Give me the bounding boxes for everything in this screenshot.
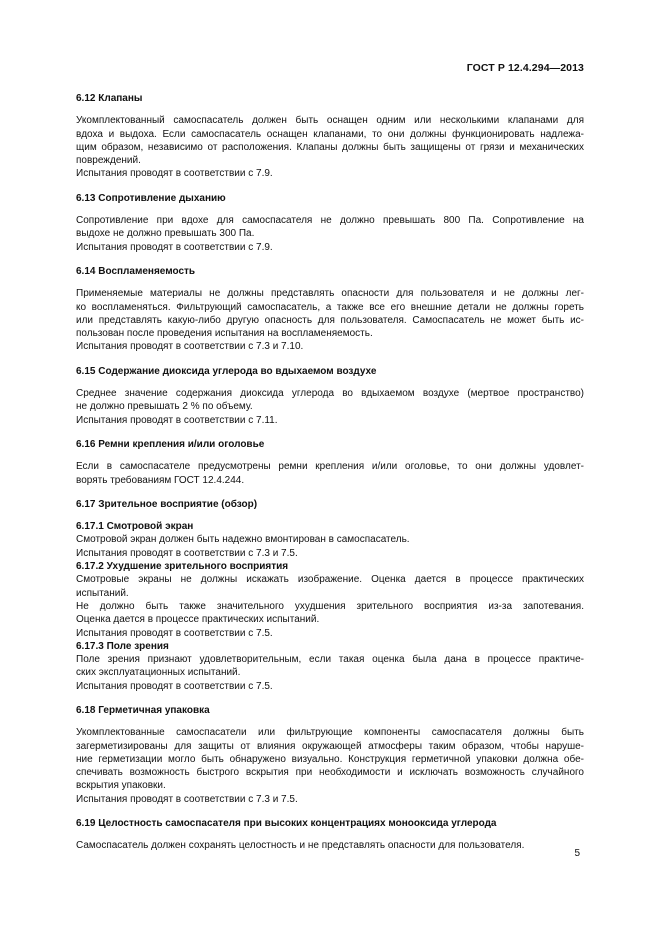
section-heading: 6.13 Сопротивление дыханию (76, 192, 226, 204)
paragraph: 6.17.1 Смотровой экран Смотровой экран должен быть надежно вмонтирован в самоспасатель. Испытания проводят в соответствии с 7.3 и 7.5. 6.17.2 Ухудшение зрительного восприятия Смотровые экраны не должны искажать изображение. Оценка дается в процессе практических испытаний. Не должно быть также значительного ухудшения зрительного восприятия из-за запотевания. Оценка дается в процессе практических испытаний. Испытания проводят в соответствии с 7.5. 6.17.3 Поле зрения Поле зрения признают удовлетворительным, если такая оценка была дана в процессе практиче- ских эксплуатационных испытаний. Испытания проводят в соответствии с 7.5. (76, 521, 584, 692)
test-reference: Испытания проводят в соответствии с 7.11. (76, 414, 278, 426)
subsection-heading: 6.17.3 Поле зрения (76, 640, 169, 652)
section-heading: 6.12 Клапаны (76, 93, 143, 104)
subsection-heading: 6.17.1 Смотровой экран (76, 521, 194, 533)
test-reference: Испытания проводят в соответствии с 7.5. (76, 680, 273, 692)
section-heading: 6.15 Содержание диоксида углерода во вдыхаемом воздухе (76, 365, 377, 377)
paragraph: Если в самоспасателе предусмотрены ремни крепления и/или оголовье, то они должны удовлет- ворять требованиям ГОСТ 12.4.244. (76, 461, 584, 486)
test-reference: Испытания проводят в соответствии с 7.3 и 7.5. (76, 547, 298, 559)
paragraph: Укомплектованные самоспасатели или фильтрующие компоненты самоспасателя должны быть загерметизированы для защиты от влияния окружающей атмосферы таким образом, чтобы наруше- ние герметизации могло быть обнаружено визуально. Конструкция герметичной упаковки должна обе- спечивать возможность быстрого вскрытия при необходимости и исключать возможность случайного вскрытия упаковки. Испытания проводят в соответствии с 7.3 и 7.5. (76, 727, 584, 805)
section-6-14 (76, 265, 584, 354)
section-6-16 (76, 438, 584, 487)
section-6-19 (76, 817, 584, 853)
page-number: 5 (574, 848, 580, 859)
test-reference: Испытания проводят в соответствии с 7.5. (76, 627, 273, 639)
section-6-15 (76, 365, 584, 427)
document-header: ГОСТ Р 12.4.294—2013 (466, 62, 584, 74)
document-body (76, 92, 584, 853)
test-reference: Испытания проводят в соответствии с 7.3 и 7.5. (76, 793, 298, 805)
section-heading: 6.16 Ремни крепления и/или оголовье (76, 438, 265, 450)
paragraph: Среднее значение содержания диоксида углерода во вдыхаемом воздухе (мертвое пространство) не должно превышать 2 % по объему. Испытания проводят в соответствии с 7.11. (76, 388, 584, 426)
section-6-13 (76, 192, 584, 254)
paragraph: Применяемые материалы не должны представлять опасности для пользователя и не должны лег- ко воспламеняться. Фильтрующий самоспасатель, а также все его внешние детали не должны гореть или представлять какую-либо другую опасность для пользователя. Самоспасатель не может быть ис- пользован после проведения испытания на воспламеняемость. Испытания проводят в соответствии с 7.3 и 7.10. (76, 288, 584, 353)
section-heading: 6.19 Целостность самоспасателя при высоких концентрациях монооксида углерода (76, 818, 497, 830)
section-6-18 (76, 704, 584, 806)
section-heading: 6.18 Герметичная упаковка (76, 704, 210, 716)
test-reference: Испытания проводят в соответствии с 7.9. (76, 241, 273, 253)
paragraph: Самоспасатель должен сохранять целостность и не представлять опасности для пользователя. (76, 840, 525, 852)
section-heading: 6.17 Зрительное восприятие (обзор) (76, 498, 258, 510)
test-reference: Испытания проводят в соответствии с 7.3 и 7.10. (76, 341, 304, 353)
test-reference: Испытания проводят в соответствии с 7.9. (76, 168, 273, 180)
subsection-heading: 6.17.2 Ухудшение зрительного восприятия (76, 561, 289, 573)
section-6-12 (76, 92, 584, 181)
section-heading: 6.14 Воспламеняемость (76, 265, 196, 277)
paragraph: Сопротивление при вдохе для самоспасателя не должно превышать 800 Па. Сопротивление на выдохе не должно превышать 300 Па. Испытания проводят в соответствии с 7.9. (76, 215, 584, 253)
section-6-17 (76, 498, 584, 693)
paragraph: Укомплектованный самоспасатель должен быть оснащен одним или несколькими клапанами для вдоха и выдоха. Если самоспасатель оснащен клапанами, то они должны функционировать надлежа- щим образом, независимо от расположения. Клапаны должны быть защищены от грязи и механических повреждений. Испытания проводят в соответствии с 7.9. (76, 115, 584, 180)
